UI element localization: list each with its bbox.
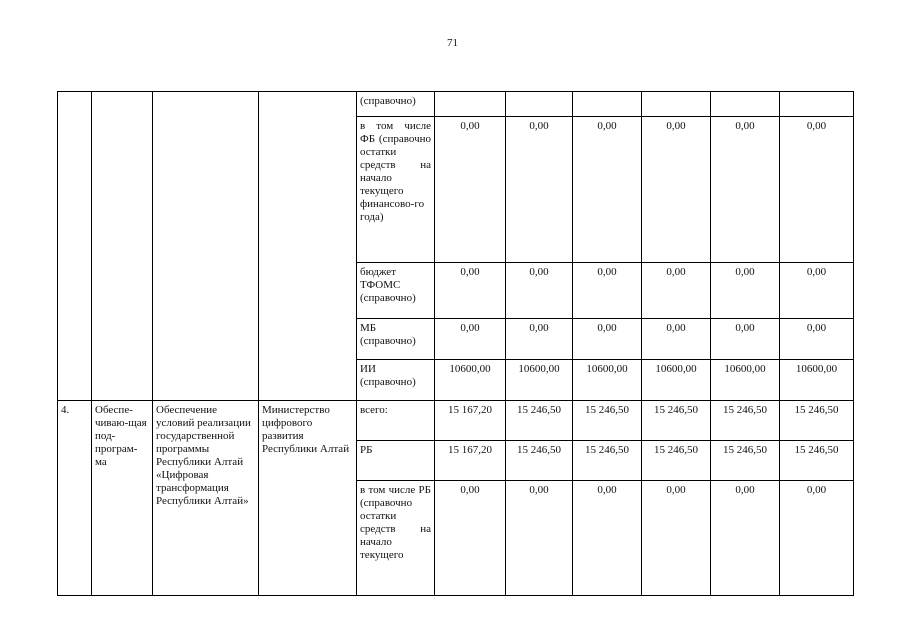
executor-cell: Министерство цифрового развития Республики Алтай xyxy=(259,401,357,596)
value-cell: 0,00 xyxy=(573,263,642,319)
number-cell xyxy=(58,92,92,401)
value-cell: 15 167,20 xyxy=(435,441,506,481)
source-cell: МБ (справочно) xyxy=(357,319,435,360)
value-cell: 15 246,50 xyxy=(506,401,573,441)
budget-table xyxy=(57,91,854,596)
value-cell: 0,00 xyxy=(711,263,780,319)
source-cell: ИИ (справочно) xyxy=(357,360,435,401)
value-cell: 0,00 xyxy=(573,319,642,360)
value-cell: 0,00 xyxy=(711,117,780,263)
value-cell xyxy=(506,92,573,117)
value-cell: 10600,00 xyxy=(780,360,854,401)
name-cell: Обеспечение условий реализации государственной программы Республики Алтай «Цифровая трансформация Республики Алтай» xyxy=(153,401,259,596)
number-cell: 4. xyxy=(58,401,92,596)
value-cell: 0,00 xyxy=(711,481,780,596)
value-cell: 15 246,50 xyxy=(573,441,642,481)
value-cell xyxy=(711,92,780,117)
source-cell: в том числе РБ (справочно остатки средств на начало текущего xyxy=(357,481,435,596)
value-cell: 15 246,50 xyxy=(506,441,573,481)
table-row xyxy=(58,92,854,117)
value-cell: 15 246,50 xyxy=(711,441,780,481)
value-cell: 0,00 xyxy=(435,319,506,360)
value-cell: 0,00 xyxy=(780,481,854,596)
value-cell xyxy=(435,92,506,117)
source-cell: бюджет ТФОМС (справочно) xyxy=(357,263,435,319)
executor-cell xyxy=(259,92,357,401)
source-cell: (справочно) xyxy=(357,92,435,117)
value-cell: 15 246,50 xyxy=(642,401,711,441)
source-cell: РБ xyxy=(357,441,435,481)
value-cell: 15 246,50 xyxy=(780,401,854,441)
value-cell: 0,00 xyxy=(435,481,506,596)
value-cell: 0,00 xyxy=(642,319,711,360)
source-cell: в том числе ФБ (справочно остатки средств на начало текущего финансово-го года) xyxy=(357,117,435,263)
value-cell: 0,00 xyxy=(780,319,854,360)
value-cell: 0,00 xyxy=(711,319,780,360)
value-cell: 0,00 xyxy=(642,481,711,596)
value-cell: 0,00 xyxy=(780,117,854,263)
page-number: 71 xyxy=(447,37,458,49)
value-cell: 15 246,50 xyxy=(642,441,711,481)
value-cell: 0,00 xyxy=(506,117,573,263)
value-cell: 0,00 xyxy=(780,263,854,319)
value-cell: 0,00 xyxy=(435,263,506,319)
value-cell xyxy=(573,92,642,117)
source-cell: всего: xyxy=(357,401,435,441)
value-cell: 10600,00 xyxy=(506,360,573,401)
value-cell: 0,00 xyxy=(573,481,642,596)
value-cell: 0,00 xyxy=(506,319,573,360)
value-cell: 0,00 xyxy=(642,117,711,263)
value-cell: 10600,00 xyxy=(711,360,780,401)
value-cell: 15 246,50 xyxy=(573,401,642,441)
value-cell: 15 246,50 xyxy=(711,401,780,441)
value-cell: 15 167,20 xyxy=(435,401,506,441)
value-cell: 10600,00 xyxy=(435,360,506,401)
value-cell: 10600,00 xyxy=(642,360,711,401)
table-row xyxy=(58,401,854,441)
type-cell xyxy=(92,92,153,401)
value-cell: 0,00 xyxy=(506,263,573,319)
value-cell xyxy=(780,92,854,117)
value-cell: 0,00 xyxy=(435,117,506,263)
value-cell: 0,00 xyxy=(506,481,573,596)
value-cell xyxy=(642,92,711,117)
value-cell: 0,00 xyxy=(573,117,642,263)
name-cell xyxy=(153,92,259,401)
value-cell: 10600,00 xyxy=(573,360,642,401)
type-cell: Обеспе-чиваю-щая под-програм-ма xyxy=(92,401,153,596)
value-cell: 15 246,50 xyxy=(780,441,854,481)
value-cell: 0,00 xyxy=(642,263,711,319)
